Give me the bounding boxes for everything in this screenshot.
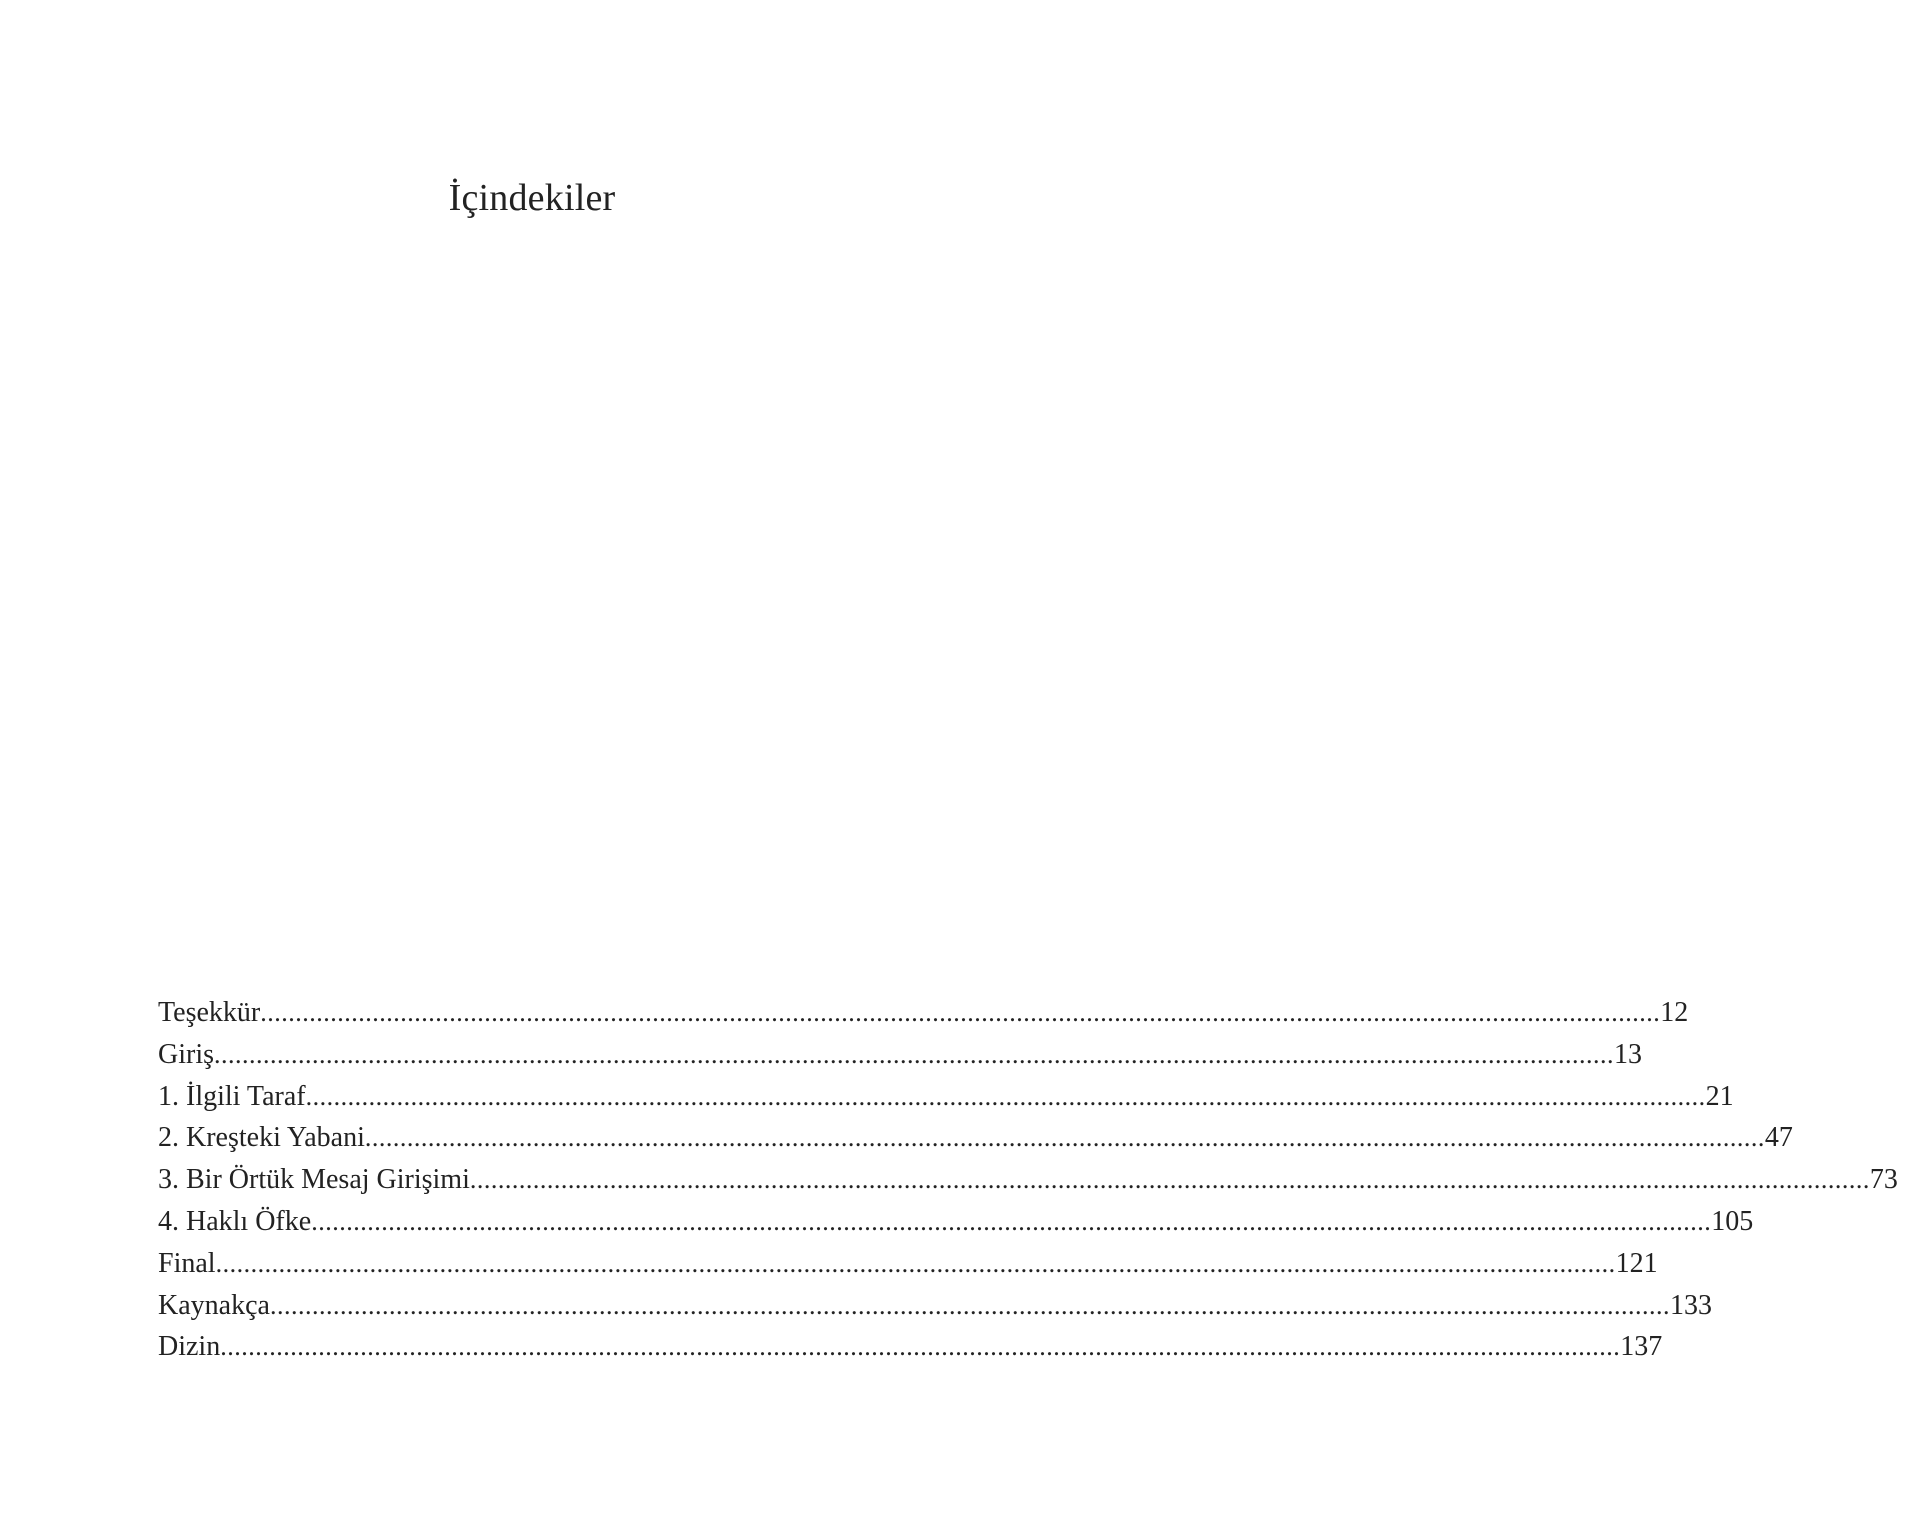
toc-entry-bibliography	[158, 1285, 1712, 1327]
toc-dot-leader: ........................................................................................................................................................................................................	[311, 1206, 1712, 1236]
toc-entry-title: 2. Kreşteki Yabani	[158, 1122, 365, 1154]
toc-entry-title: 1. İlgili Taraf	[158, 1080, 306, 1112]
toc-entry-title: Kaynakça	[158, 1289, 270, 1321]
toc-entry-title: Dizin	[158, 1331, 221, 1363]
toc-entry-title: Giriş	[158, 1038, 214, 1070]
toc-dot-leader: ........................................................................................................................................................................................................	[305, 1081, 1706, 1111]
toc-dot-leader: ........................................................................................................................................................................................................	[260, 998, 1661, 1027]
toc-entry-title: Teşekkür	[158, 997, 261, 1028]
toc-entry-chapter-3	[158, 1159, 1898, 1201]
toc-dot-leader: ........................................................................................................................................................................................................	[469, 1165, 1870, 1195]
toc-entry-page: 12	[1660, 997, 1689, 1028]
toc-entry-chapter-1	[158, 1076, 1734, 1118]
toc-entry-page: 73	[1869, 1164, 1898, 1196]
toc-entry-page: 47	[1764, 1122, 1793, 1154]
toc-entry-page: 13	[1614, 1038, 1642, 1070]
toc-entry-title: Final	[158, 1247, 216, 1279]
toc-entry-page: 137	[1620, 1331, 1663, 1363]
toc-entry-page: 21	[1705, 1080, 1734, 1112]
toc-dot-leader: ........................................................................................................................................................................................................	[214, 1039, 1614, 1069]
toc-dot-leader: ........................................................................................................................................................................................................	[215, 1248, 1616, 1278]
toc-dot-leader: ........................................................................................................................................................................................................	[364, 1123, 1765, 1153]
toc-entry-acknowledgements	[158, 992, 1689, 1034]
toc-entry-page: 105	[1711, 1205, 1754, 1237]
toc-entry-chapter-2	[158, 1117, 1793, 1159]
toc-entry-chapter-4	[158, 1201, 1754, 1243]
toc-dot-leader: ........................................................................................................................................................................................................	[220, 1332, 1621, 1362]
toc-dot-leader: ........................................................................................................................................................................................................	[269, 1290, 1670, 1320]
page-title: İçindekiler	[448, 177, 616, 219]
toc-entry-final	[158, 1243, 1658, 1285]
toc-entry-page: 133	[1669, 1289, 1712, 1321]
toc-entry-page: 121	[1615, 1247, 1658, 1279]
table-of-contents	[158, 992, 1898, 1368]
toc-entry-title: 3. Bir Örtük Mesaj Girişimi	[158, 1164, 470, 1196]
toc-entry-title: 4. Haklı Öfke	[158, 1205, 312, 1237]
toc-entry-introduction	[158, 1034, 1642, 1076]
toc-entry-index	[158, 1326, 1663, 1368]
